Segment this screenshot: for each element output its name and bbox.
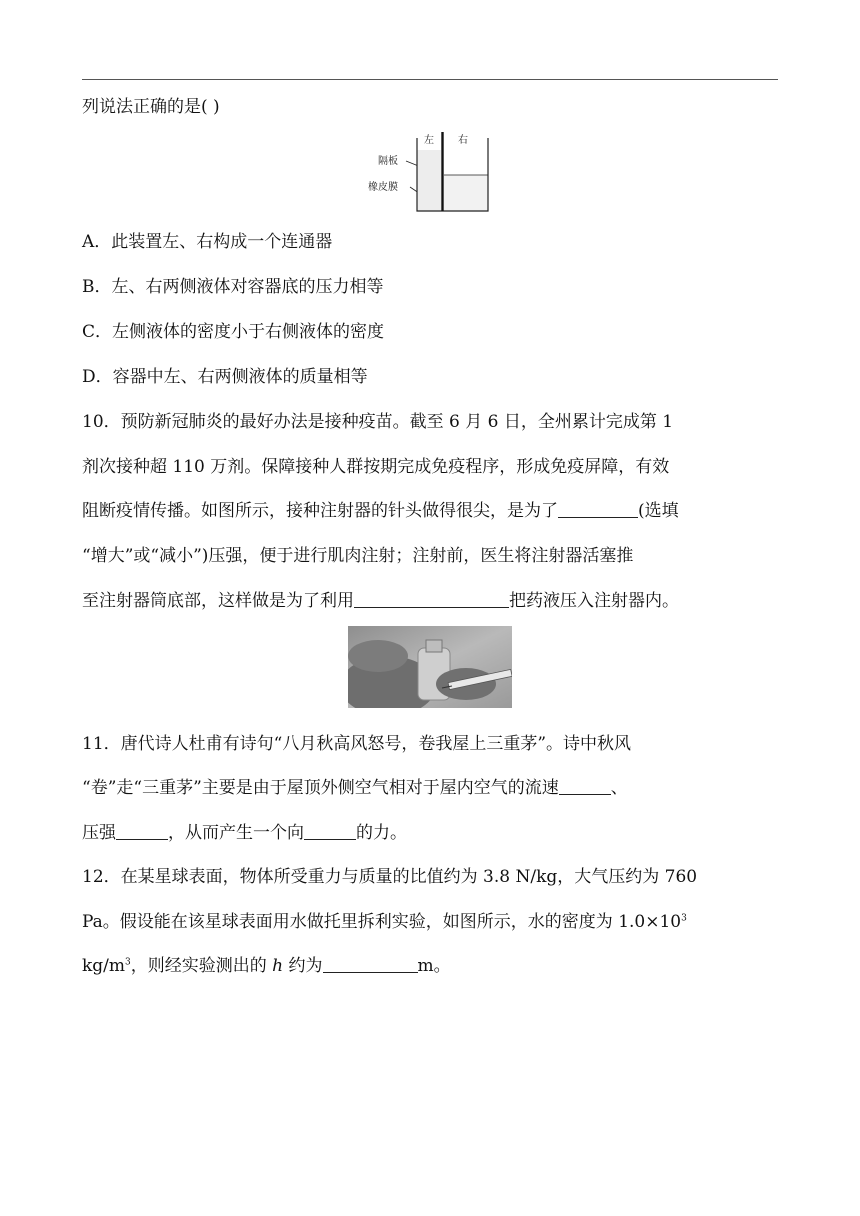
answer-blank: [558, 501, 638, 518]
option-b: B．左、右两侧液体对容器底的压力相等: [82, 277, 384, 297]
right-liquid: [444, 175, 488, 211]
question-10-line-4: “增大”或“减小”)压强，便于进行肌肉注射；注射前，医生将注射器活塞推: [82, 546, 634, 566]
answer-blank: [559, 778, 611, 795]
question-11-line-2: “卷”走“三重茅”主要是由于屋顶外侧空气相对于屋内空气的流速 、: [82, 778, 628, 798]
option-c: C．左侧液体的密度小于右侧液体的密度: [82, 322, 385, 342]
question-12-line-2: Pa。假设能在该星球表面用水做托里拆利实验，如图所示，水的密度为 $1.0\times 10^3$: [82, 912, 687, 932]
option-a: A．此装置左、右构成一个连通器: [82, 232, 333, 252]
question-12-line-3: $kg/m^3$，则经实验测出的 h 约为 m。: [82, 956, 451, 976]
syringe-photo: [348, 626, 512, 708]
question-11-line-3: 压强 ，从而产生一个向 的力。: [82, 823, 407, 843]
left-label: 左: [424, 135, 434, 146]
question-9-tail: 列说法正确的是( ): [82, 97, 220, 117]
question-11-line-1: 11．唐代诗人杜甫有诗句“八月秋高风怒号，卷我屋上三重茅”。诗中秋风: [82, 734, 632, 754]
question-10-line-1: 10．预防新冠肺炎的最好办法是接种疫苗。截至 6 月 6 日，全州累计完成第 1: [82, 412, 674, 432]
container-figure: [366, 128, 496, 216]
question-10-line-5: 至注射器筒底部，这样做是为了利用 把药液压入注射器内。: [82, 591, 679, 611]
answer-blank: [116, 823, 168, 840]
right-label: 右: [458, 135, 468, 146]
question-12-line-1: 12．在某星球表面，物体所受重力与质量的比值约为 3.8 N/kg，大气压约为 760: [82, 867, 698, 887]
left-liquid: [417, 150, 441, 211]
answer-blank: [323, 956, 418, 973]
question-10-line-3: 阻断疫情传播。如图所示，接种注射器的针头做得很尖，是为了 (选填: [82, 501, 679, 521]
question-10-line-2: 剂次接种超 110 万剂。保障接种人群按期完成免疫程序，形成免疫屏障，有效: [82, 457, 670, 477]
membrane-label: 橡皮膜: [368, 182, 398, 193]
answer-blank: [354, 591, 509, 608]
header-rule: [82, 79, 778, 80]
option-d: D．容器中左、右两侧液体的质量相等: [82, 367, 368, 387]
answer-blank: [304, 823, 356, 840]
partition-label: 隔板: [378, 156, 398, 167]
